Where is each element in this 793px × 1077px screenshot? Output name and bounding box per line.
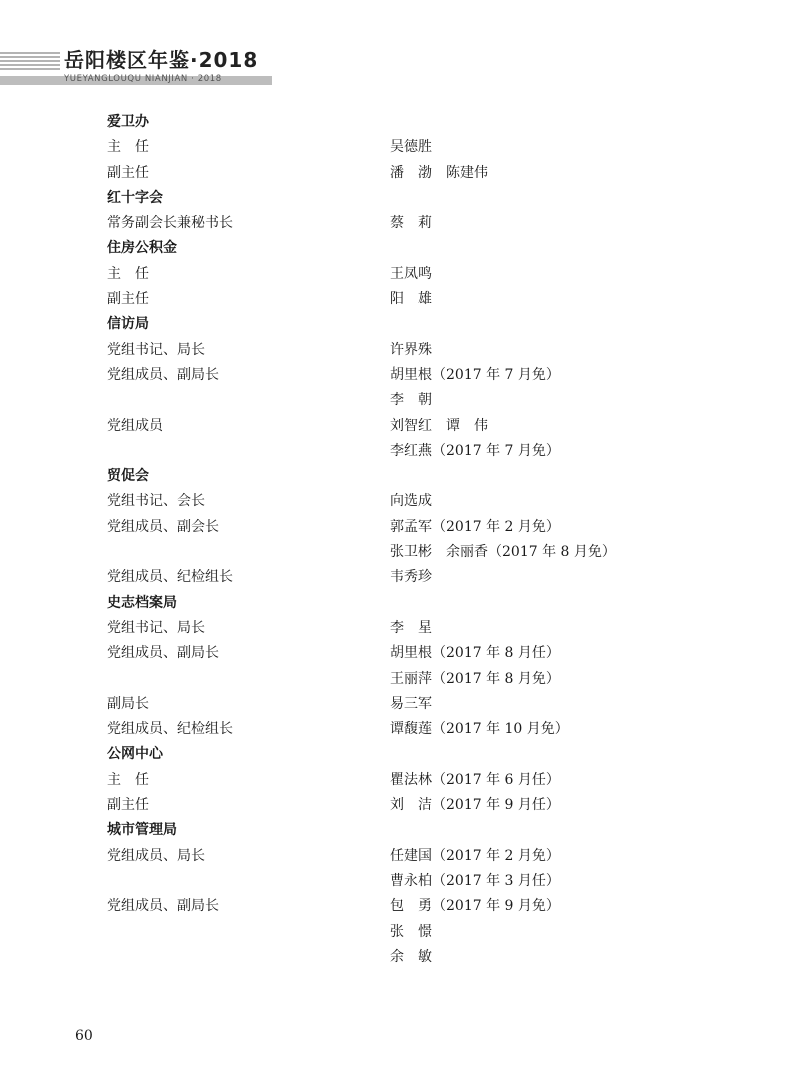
personnel-row	[107, 515, 707, 540]
section-heading	[107, 818, 707, 843]
position-title: 副局长	[107, 695, 149, 712]
header-stripes	[0, 52, 60, 72]
person-name: 包 勇（2017 年 9 月免）	[390, 898, 560, 915]
position-title: 党组成员、局长	[107, 847, 205, 864]
personnel-row	[107, 262, 707, 287]
section-title: 信访局	[107, 316, 149, 333]
person-name: 阳 雄	[390, 291, 432, 308]
personnel-row	[107, 869, 707, 894]
personnel-row	[107, 135, 707, 160]
section-heading	[107, 591, 707, 616]
section-heading	[107, 742, 707, 767]
personnel-row	[107, 717, 707, 742]
section-title: 城市管理局	[107, 822, 177, 839]
position-title: 党组成员	[107, 417, 163, 434]
person-name: 任建国（2017 年 2 月免）	[390, 847, 560, 864]
position-title: 党组书记、会长	[107, 493, 205, 510]
personnel-row	[107, 338, 707, 363]
section-heading	[107, 236, 707, 261]
personnel-row	[107, 768, 707, 793]
person-name: 许界殊	[390, 341, 432, 358]
person-name: 郭孟军（2017 年 2 月免）	[390, 518, 560, 535]
personnel-row	[107, 489, 707, 514]
position-title: 党组成员、副会长	[107, 518, 219, 535]
position-title: 副主任	[107, 797, 149, 814]
personnel-row	[107, 793, 707, 818]
position-title: 主 任	[107, 265, 149, 282]
position-title: 常务副会长兼秘书长	[107, 215, 233, 232]
person-name: 韦秀珍	[390, 569, 432, 586]
person-name: 潘 渤 陈建伟	[390, 164, 488, 181]
position-title: 主 任	[107, 771, 149, 788]
section-heading	[107, 186, 707, 211]
person-name: 胡里根（2017 年 8 月任）	[390, 645, 560, 662]
personnel-row	[107, 439, 707, 464]
section-title: 史志档案局	[107, 594, 177, 611]
person-name: 李 星	[390, 619, 432, 636]
person-name: 易三军	[390, 695, 432, 712]
section-heading	[107, 312, 707, 337]
yearbook-title-pinyin: YUEYANGLOUQU NIANJIAN · 2018	[64, 74, 222, 84]
person-name: 蔡 莉	[390, 215, 432, 232]
position-title: 党组成员、副局长	[107, 898, 219, 915]
person-name: 瞿法林（2017 年 6 月任）	[390, 771, 560, 788]
section-title: 住房公积金	[107, 240, 177, 257]
section-title: 贸促会	[107, 468, 149, 485]
position-title: 副主任	[107, 291, 149, 308]
person-name: 张卫彬 余丽香（2017 年 8 月免）	[390, 544, 616, 561]
person-name: 刘智红 谭 伟	[390, 417, 488, 434]
personnel-row	[107, 641, 707, 666]
personnel-row	[107, 388, 707, 413]
person-name: 李 朝	[390, 392, 432, 409]
personnel-row	[107, 414, 707, 439]
personnel-list	[107, 110, 707, 970]
section-title: 红十字会	[107, 189, 163, 206]
personnel-row	[107, 363, 707, 388]
personnel-row	[107, 540, 707, 565]
personnel-row	[107, 945, 707, 970]
position-title: 党组成员、副局长	[107, 645, 219, 662]
yearbook-title: 岳阳楼区年鉴·2018	[64, 48, 259, 72]
personnel-row	[107, 667, 707, 692]
personnel-row	[107, 692, 707, 717]
page-header	[0, 0, 793, 90]
position-title: 副主任	[107, 164, 149, 181]
personnel-row	[107, 287, 707, 312]
person-name: 王丽萍（2017 年 8 月免）	[390, 670, 560, 687]
personnel-row	[107, 211, 707, 236]
position-title: 党组书记、局长	[107, 341, 205, 358]
person-name: 向选成	[390, 493, 432, 510]
person-name: 张 憬	[390, 923, 432, 940]
section-title: 爱卫办	[107, 114, 149, 130]
section-title: 公网中心	[107, 746, 163, 763]
position-title: 主 任	[107, 139, 149, 156]
person-name: 胡里根（2017 年 7 月免）	[390, 366, 560, 383]
personnel-row	[107, 894, 707, 919]
person-name: 曹永柏（2017 年 3 月任）	[390, 872, 560, 889]
section-heading	[107, 110, 707, 135]
person-name: 王凤鸣	[390, 265, 432, 282]
person-name: 李红燕（2017 年 7 月免）	[390, 442, 560, 459]
personnel-row	[107, 161, 707, 186]
personnel-row	[107, 844, 707, 869]
position-title: 党组成员、纪检组长	[107, 721, 233, 738]
position-title: 党组成员、副局长	[107, 366, 219, 383]
person-name: 余 敏	[390, 948, 432, 965]
person-name: 谭馥莲（2017 年 10 月免）	[390, 721, 569, 738]
position-title: 党组成员、纪检组长	[107, 569, 233, 586]
person-name: 吴德胜	[390, 139, 432, 156]
personnel-row	[107, 920, 707, 945]
section-heading	[107, 464, 707, 489]
person-name: 刘 洁（2017 年 9 月任）	[390, 797, 560, 814]
personnel-row	[107, 565, 707, 590]
page-number: 60	[75, 1028, 93, 1044]
position-title: 党组书记、局长	[107, 619, 205, 636]
personnel-row	[107, 616, 707, 641]
